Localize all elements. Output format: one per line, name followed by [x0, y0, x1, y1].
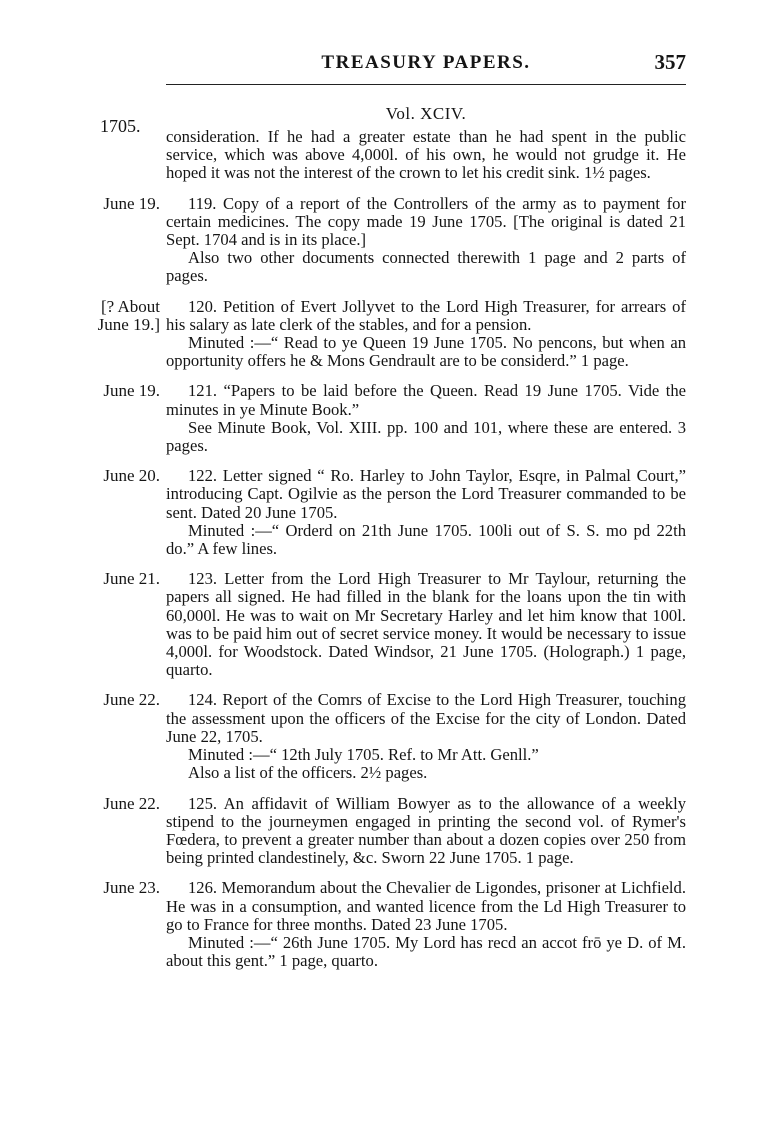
entry-paragraph: 121. “Papers to be laid before the Queen. Read 19 June 1705. Vide the minutes in ye Minute Book.”: [166, 381, 686, 419]
entry-body: [166, 382, 686, 455]
entry-paragraph: 122. Letter signed “ Ro. Harley to John Taylor, Esqre, in Palmal Court,” introducing Capt. Ogilvie as the person the Lord Treasurer commanded to be sent. Dated 20 June 1705.: [166, 466, 686, 522]
calendar-entry: [0, 691, 768, 782]
page-number: 357: [654, 50, 686, 74]
entry-date: June 22.: [103, 690, 160, 710]
entry-body: [166, 691, 686, 782]
volume-heading: Vol. XCIV.: [385, 104, 467, 123]
calendar-entries: [0, 128, 768, 982]
entry-body: [166, 879, 686, 970]
entry-date: June 21.: [103, 569, 160, 589]
entry-date: June 22.: [103, 793, 160, 813]
entry-paragraph: consideration. If he had a greater estate than he had spent in the public service, which was above 4,000l. of his own, he would not grudge it. He hoped it was not the interest of the crown to let his credit sink. 1½ pages.: [166, 127, 686, 183]
entry-date: June 19.: [103, 193, 160, 213]
calendar-entry: [0, 382, 768, 455]
entry-body: [166, 467, 686, 558]
entry-date: June 20.: [103, 466, 160, 486]
entry-paragraph: 125. An affidavit of William Bowyer as to the allowance of a weekly stipend to the journeymen engaged in printing the second vol. of Rymer's Fœdera, to prevent a greater number than about a dozen copies over 250 from being printed clandestinely, &c. Sworn 22 June 1705. 1 page.: [166, 793, 686, 868]
entry-paragraph: Also a list of the officers. 2½ pages.: [188, 763, 428, 783]
entry-body: [166, 195, 686, 286]
entry-paragraph: 119. Copy of a report of the Controllers of the army as to payment for certain medicines. The copy made 19 June 1705. [The original is dated 21 Sept. 1704 and is in its place.]: [166, 193, 686, 250]
entry-body: [166, 570, 686, 679]
entry-paragraph: 123. Letter from the Lord High Treasurer to Mr Taylour, returning the papers all signed. He had filled in the blank for the loans upon the tin with 60,000l. He was to wait on Mr Secretary Harley and let him know that 100l. was to be paid him out of secret service money. It would be necessary to issue 4,000l. for Woodstock. Dated Windsor, 21 June 1705. (Holograph.) 1 page, quarto.: [166, 569, 686, 680]
entry-minute: Minuted :—“ 26th June 1705. My Lord has recd an accot frō ye D. of M. about this gent.” 1 page, quarto.: [166, 932, 686, 971]
entry-paragraph: See Minute Book, Vol. XIII. pp. 100 and 101, where these are entered. 3 pages.: [166, 417, 686, 456]
calendar-entry: [0, 795, 768, 868]
header-rule: [166, 84, 686, 85]
calendar-entry: [0, 467, 768, 558]
entry-body: [166, 298, 686, 371]
calendar-entry: [0, 128, 768, 183]
running-title: TREASURY PAPERS.: [321, 52, 531, 73]
entry-date: [? About June 19.]: [97, 296, 160, 334]
entry-minute: Minuted :—“ Read to ye Queen 19 June 1705. No pencons, but when an opportunity offers he & Mons Gendrault are to be considerd.” 1 page.: [166, 333, 686, 371]
entry-paragraph: 126. Memorandum about the Chevalier de Ligondes, prisoner at Lichfield. He was in a consumption, and wanted licence from the Ld High Treasurer to go to France for three months. Dated 23 June 1705.: [166, 878, 686, 934]
entry-paragraph: 120. Petition of Evert Jollyvet to the Lord High Treasurer, for arrears of his salary as late clerk of the stables, and for a pension.: [166, 296, 686, 334]
entry-paragraph: Also two other documents connected therewith 1 page and 2 parts of pages.: [166, 248, 686, 286]
running-head: [166, 48, 686, 82]
entry-date: June 19.: [103, 381, 160, 401]
calendar-entry: [0, 570, 768, 679]
calendar-entry: [0, 879, 768, 970]
entry-paragraph: 124. Report of the Comrs of Excise to the Lord High Treasurer, touching the assessment upon the officers of the Excise for the city of London. Dated June 22, 1705.: [166, 690, 686, 746]
entry-minute: Minuted :—“ Orderd on 21th June 1705. 100li out of S. S. mo pd 22th do.” A few lines.: [166, 520, 686, 559]
entry-minute: Minuted :—“ 12th July 1705. Ref. to Mr Att. Genll.”: [188, 745, 539, 765]
margin-year: 1705.: [100, 116, 141, 136]
entry-date: June 23.: [103, 878, 160, 898]
calendar-entry: [0, 298, 768, 371]
entry-body: [166, 128, 686, 183]
entry-body: [166, 795, 686, 868]
calendar-entry: [0, 195, 768, 286]
